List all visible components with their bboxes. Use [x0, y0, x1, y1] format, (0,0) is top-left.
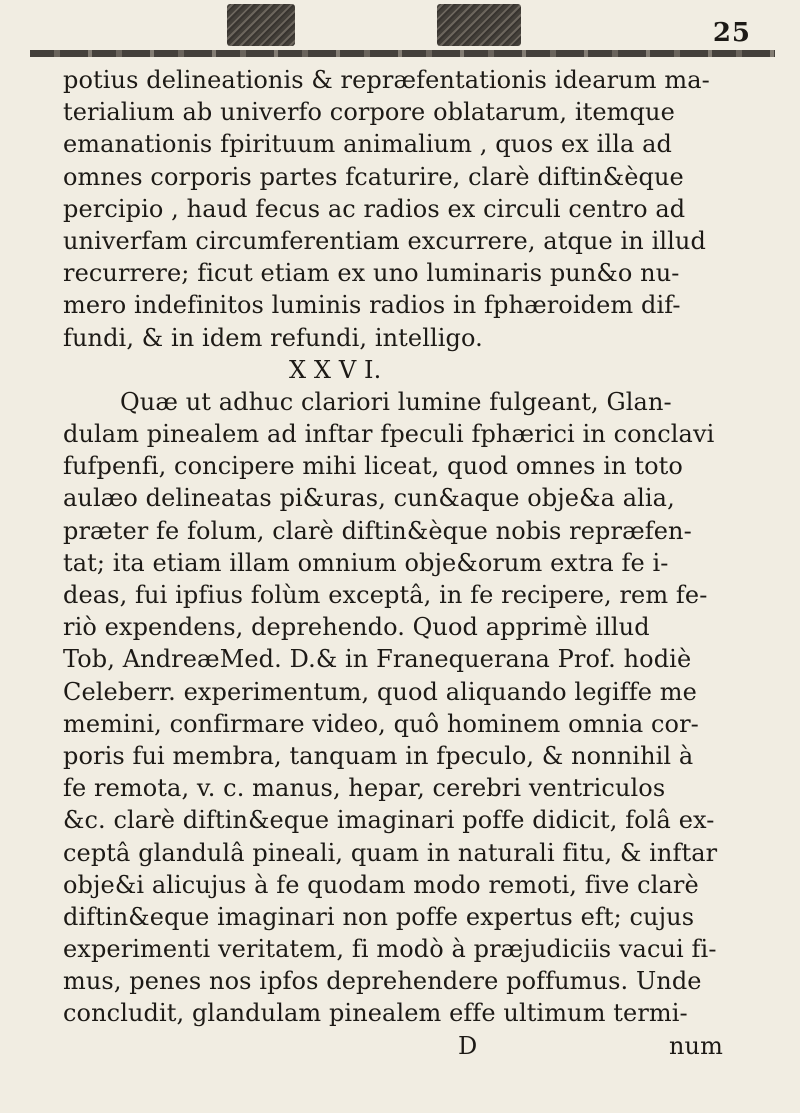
signature-mark: D — [458, 1031, 478, 1060]
text-line: mus, penes nos ipfos deprehendere poffumus. Unde — [63, 967, 702, 996]
text-line: emanationis fpirituum animalium , quos ex illa ad — [63, 130, 672, 159]
text-line: terialium ab univerfo corpore oblatarum, itemque — [63, 98, 675, 127]
text-line: percipio , haud fecus ac radios ex circuli centro ad — [63, 194, 686, 223]
ornament-right — [437, 4, 521, 46]
text-line: obje&i alicujus à fe quodam modo remoti, five clarè — [63, 870, 699, 899]
text-line: fufpenfi, concipere mihi liceat, quod omnes in toto — [63, 452, 683, 481]
page-number: 25 — [712, 18, 751, 48]
text-line: diftin&eque imaginari non poffe expertus eft; cujus — [63, 902, 695, 931]
text-line: concludit, glandulam pinealem effe ultimum termi- — [63, 999, 688, 1028]
text-line: tat; ita etiam illam omnium obje&orum extra fe i- — [63, 548, 669, 577]
text-line: dulam pinealem ad inftar fpeculi fphærici in conclavi — [63, 420, 715, 449]
page-header — [30, 0, 775, 58]
catchword: num — [669, 1031, 723, 1060]
text-line: omnes corporis partes fcaturire, clarè diftin&èque — [63, 162, 684, 191]
text-line: experimenti veritatem, fi modò à præjudiciis vacui fi- — [63, 935, 717, 964]
text-line: deas, fui ipfius folùm exceptâ, in fe recipere, rem fe- — [63, 581, 708, 609]
text-line: riò expendens, deprehendo. Quod apprimè illud — [63, 613, 650, 642]
text-line: univerfam circumferentiam excurrere, atque in illud — [63, 226, 706, 255]
text-line: Celeberr. experimentum, quod aliquando legiffe me — [63, 677, 697, 706]
page-footer — [63, 1030, 739, 1062]
text-line: ceptâ glandulâ pineali, quam in naturali fitu, & inftar — [63, 838, 718, 867]
body-text — [63, 64, 739, 1062]
paragraph-start: Quæ ut adhuc clariori lumine fulgeant, Glan- — [120, 387, 672, 416]
text-line: fundi, & in idem refundi, intelligo. — [63, 323, 483, 352]
text-line: aulæo delineatas pi&uras, cun&aque obje&a alia, — [63, 484, 675, 513]
text-line: præter fe folum, clarè diftin&èque nobis repræfen- — [63, 516, 692, 545]
text-line: poris fui membra, tanquam in fpeculo, & nonnihil à — [63, 741, 694, 770]
ornament-left — [227, 4, 295, 46]
header-rule — [30, 50, 775, 57]
text-line: mero indefinitos luminis radios in fphæroidem dif- — [63, 291, 681, 320]
text-line: potius delineationis & repræfentationis idearum ma- — [63, 66, 710, 94]
text-line: memini, confirmare video, quô hominem omnia cor- — [63, 709, 699, 738]
text-line: recurrere; ficut etiam ex uno luminaris pun&o nu- — [63, 259, 680, 288]
text-line: &c. clarè diftin&eque imaginari poffe didicit, folâ ex- — [63, 806, 715, 835]
text-line: fe remota, v. c. manus, hepar, cerebri ventriculos — [63, 774, 666, 803]
text-line: Tob, AndreæMed. D.& in Franequerana Prof. hodiè — [63, 645, 692, 674]
section-number: X X V I. — [289, 355, 382, 384]
